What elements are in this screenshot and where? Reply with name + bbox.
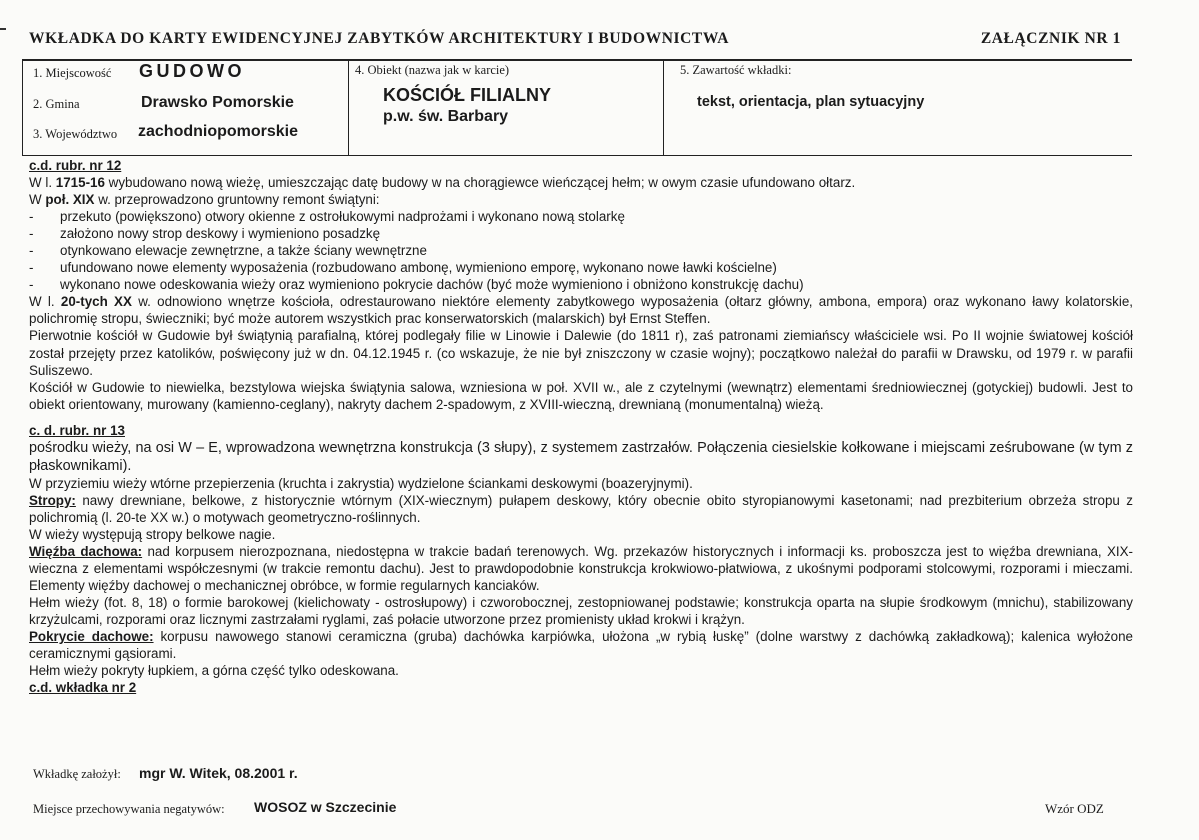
section13-paragraph-3: W wieży występują stropy belkowe nagie. <box>29 526 276 542</box>
section13-pokrycie: Pokrycie dachowe: korpusu nawowego stanowi ceramiczna (gruba) dachówka karpiówka, ułożona „w rybią łuskę” (dolne warstwy z dachówką zakładkową); kalenica wyłożone ceramicznymi gąsiorami. <box>29 629 1134 662</box>
section12-heading: c.d. rubr. nr 12 <box>29 158 122 173</box>
commune-label: 2. Gmina <box>33 97 80 111</box>
list-item: - otynkowano elewacje zewnętrzne, a także ściany wewnętrzne <box>29 243 427 259</box>
locality-label: 1. Miejscowość <box>33 66 112 80</box>
box-bottom-line <box>22 155 1132 156</box>
continued-note: c.d. wkładka nr 2 <box>29 680 137 696</box>
section12-paragraph-4: Pierwotnie kościół w Gudowie był świątynią parafialną, której podlegały filie w Linowie i Dalewie (do 1811 r), zaś patronami ziemiańscy właściciele wsi. Po II wojnie światowej kościół został przejęty przez katolików, poświęcony już w dn. 04.12.1945 r. (co wskazuje, że nie był zniszczony w czasie wojny); początkowo należał do parafii w Drawsku, od 1979 r. w parafii Suliszewo. <box>29 328 1133 378</box>
object-dedication: p.w. św. Barbary <box>383 108 509 125</box>
section12-paragraph-1: W l. 1715-16 wybudowano nową wieżę, umieszczając datę budowy w na chorągiewce wieńczącej hełm; w owym czasie ufundowano ołtarz. <box>29 175 856 191</box>
section12-paragraph-3: W l. 20-tych XX w. odnowiono wnętrze kościoła, odrestaurowano niektóre elementy zabytkowego wyposażenia (ołtarz główny, ambona, empora) oraz wykonano ławy kolatorskie, polichromię stropu, świeczniki; być może autorem wszystkich prac konserwatorskich (malarskich) był Ernst Steffen. <box>29 294 1133 327</box>
annex-number: ZAŁĄCZNIK NR 1 <box>980 30 1121 47</box>
voivodeship-value: zachodniopomorskie <box>138 123 299 140</box>
voivodeship-label: 3. Województwo <box>33 127 118 141</box>
section13-stropy: Stropy: nawy drewniane, belkowe, z historycznie wtórnym (XIX-wiecznym) pułapem deskowy, który obecnie obito styropianowymi kasetonami; nad prezbiterium obrzeża stropu z polichromią (l. 20-te XX w.) o motywach geometryczno-roślinnych. <box>29 492 1133 525</box>
box-left-line <box>22 59 23 156</box>
section13-heading: c. d. rubr. nr 13 <box>29 422 125 438</box>
section13-wiezba: Więźba dachowa: nad korpusem nierozpoznana, niedostępna w trakcie badań terenowych. Wg. przekazów historycznych i informacji ks. proboszcza jest to więźba drewniana, XIX-wieczna z elementami współczesnymi (w trakcie remontu dachu). Jest to prawdopodobnie konstrukcja krokwiowo-płatwiowa, z ukośnymi podporami stolcowymi, rozporami i mieczami. Elementy więźby dachowej o mechanicznej obróbce, w formie regularnych kanciaków. <box>29 543 1133 594</box>
edge-mark <box>0 28 6 30</box>
commune-value: Drawsko Pomorskie <box>141 94 294 111</box>
object-name: KOŚCIÓŁ FILIALNY <box>383 85 551 105</box>
form-title: WKŁADKA DO KARTY EWIDENCYJNEJ ZABYTKÓW ARCHITEKTURY I BUDOWNICTWA <box>29 30 730 47</box>
section12-paragraph-5: Kościół w Gudowie to niewielka, bezstylowa wiejska świątynia salowa, wzniesiona w poł. XVII w., ale z czytelnymi (wewnątrz) elementami średniowiecznej (gotyckiej) budowli. Jest to obiekt orientowany, murowany (kamienno-ceglany), nakryty dachem 2-spadowym, z XVIII-wieczną, drewnianą (monumentalną) wieżą. <box>29 379 1133 412</box>
list-item: - wykonano nowe odeskowania wieży oraz wymieniono pokrycie dachów (być może wymieniono i obniżono konstrukcję dachu) <box>29 277 804 293</box>
storage-value: WOSOZ w Szczecinie <box>254 799 397 815</box>
body-text <box>29 157 1133 696</box>
section13-paragraph-2: W przyziemiu wieży wtórne przepierzenia (kruchta i zakrystia) wydzielone ściankami deskowymi (boazeryjnymi). <box>29 475 693 491</box>
contents-value: tekst, orientacja, plan sytuacyjny <box>697 94 925 110</box>
box-divider-2 <box>663 59 664 156</box>
list-item: - przekuto (powiększono) otwory okienne z ostrołukowymi nadprożami i wykonano nową stolarkę <box>29 209 625 225</box>
section12-paragraph-2: W poł. XIX w. przeprowadzono gruntowny remont świątyni: <box>29 192 380 208</box>
section13-paragraph-4: Hełm wieży (fot. 8, 18) o formie barokowej (kielichowaty - ostrosłupowy) i czworobocznej, zestopniowanej podstawie; konstrukcja oparta na słupie środkowym (mnichu), stabilizowany krzyżulcami, rozporami oraz licznymi zastrzałami ryglami, zaś połacie utworzone przez promienisty układ krokwi i krążyn. <box>29 595 1133 628</box>
list-item: - ufundowano nowe elementy wyposażenia (rozbudowano ambonę, wymieniono emporę, wykonano nowe ławki kościelne) <box>29 260 777 276</box>
box-divider-1 <box>348 59 349 156</box>
contents-label: 5. Zawartość wkładki: <box>680 63 792 77</box>
locality-value: GUDOWO <box>139 61 245 81</box>
object-label: 4. Obiekt (nazwa jak w karcie) <box>355 63 510 77</box>
form-id: Wzór ODZ <box>1045 801 1104 816</box>
list-item: - założono nowy strop deskowy i wymieniono posadzkę <box>29 226 381 242</box>
section13-paragraph-1: pośrodku wieży, na osi W – E, wprowadzona wewnętrzna konstrukcja (3 słupy), z systemem zastrzałów. Połączenia ciesielskie kołkowane i miejscami ześrubowane (w tym z płaskownikami). <box>29 439 1133 474</box>
section13-paragraph-5: Hełm wieży pokryty łupkiem, a górna część tylko odeskowana. <box>29 663 399 679</box>
author-label: Wkładkę założył: <box>33 767 121 781</box>
author-value: mgr W. Witek, 08.2001 r. <box>139 765 298 781</box>
storage-label: Miejsce przechowywania negatywów: <box>33 802 225 816</box>
